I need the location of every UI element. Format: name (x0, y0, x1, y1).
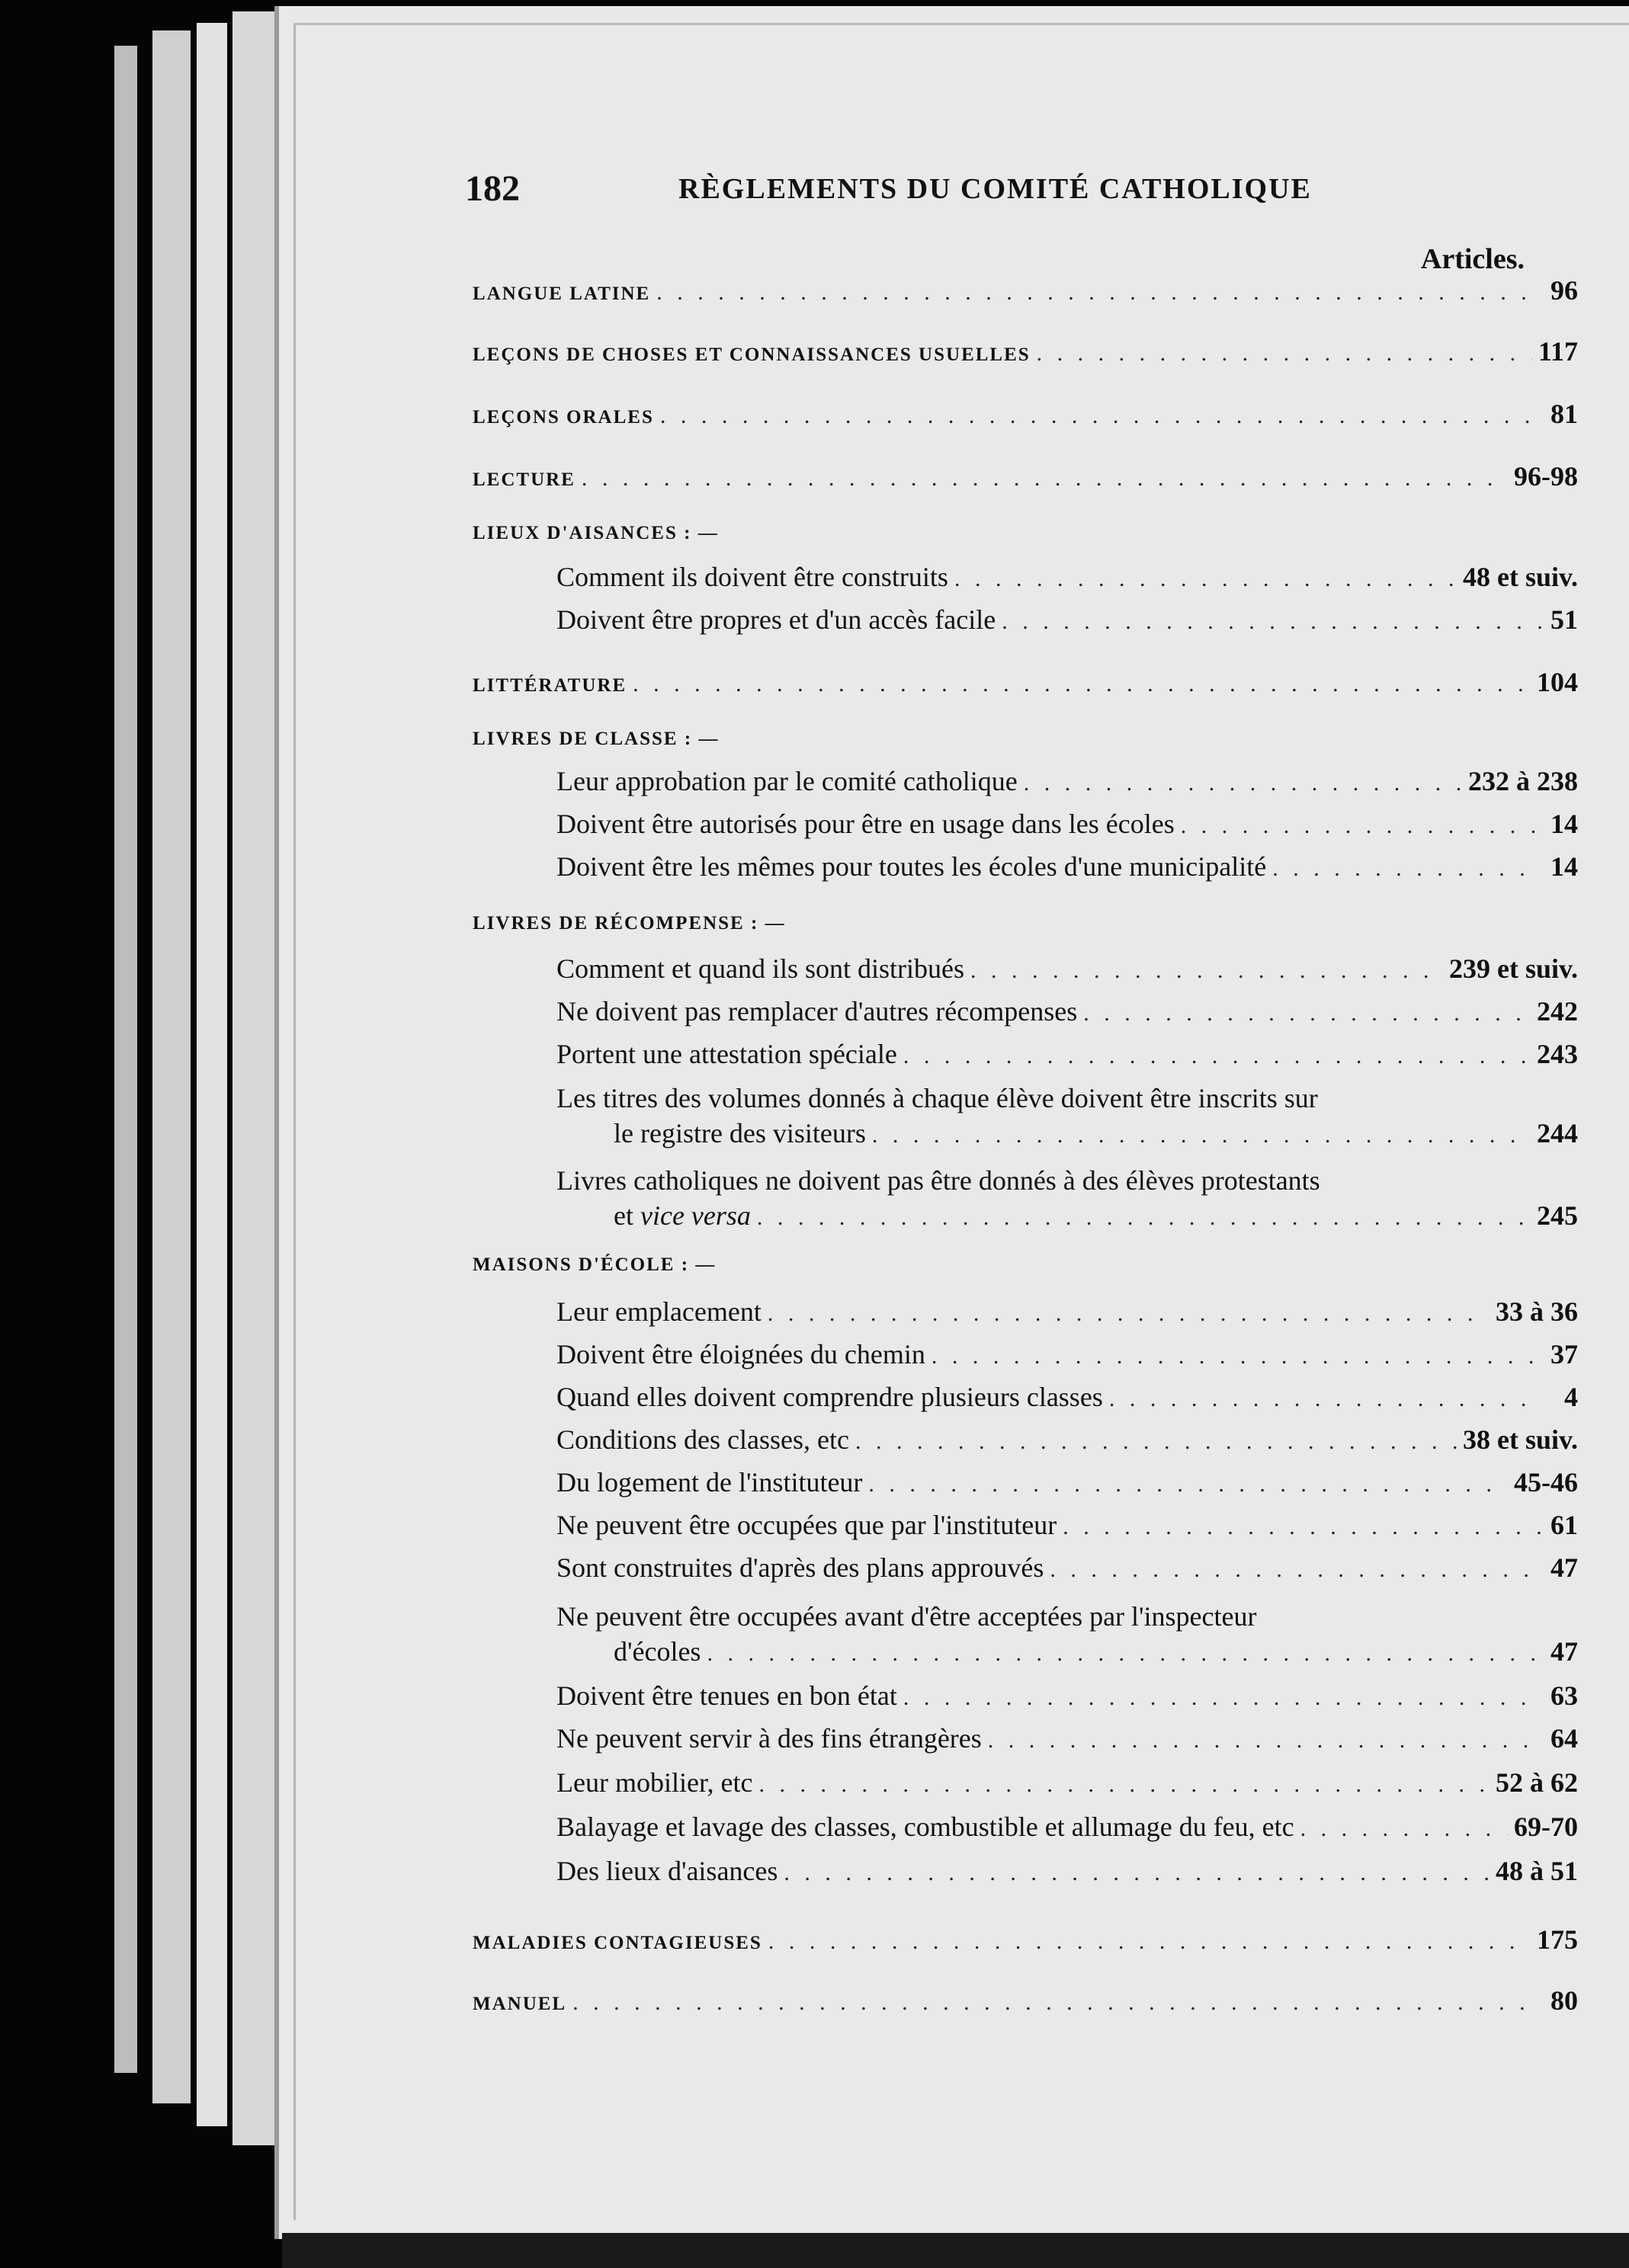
dot-leader (784, 1860, 1490, 1886)
index-subentry (556, 1509, 1578, 1547)
entry-reference: 104 (1537, 667, 1578, 697)
index-subentry (556, 1811, 1578, 1849)
index-subentry (556, 765, 1578, 803)
dot-leader (768, 1301, 1490, 1327)
index-subentry (556, 561, 1578, 599)
index-subentry (556, 1381, 1578, 1419)
index-subentry (556, 604, 1578, 642)
entry-reference: 239 et suiv. (1448, 953, 1578, 984)
entry-reference: 81 (1550, 399, 1578, 429)
dot-leader (932, 1344, 1541, 1369)
dot-leader (1063, 1514, 1541, 1540)
entry-reference: 96-98 (1514, 461, 1578, 492)
entry-label: Du logement de l'instituteur (556, 1467, 863, 1498)
entry-reference: 33 à 36 (1496, 1296, 1578, 1327)
index-section-heading (473, 523, 1578, 561)
entry-label: Quand elles doivent comprendre plusieurs classes (556, 1382, 1103, 1412)
dot-leader (868, 1472, 1508, 1498)
page-edge (114, 46, 137, 2073)
entry-reference: 52 à 62 (1496, 1767, 1578, 1798)
entry-label: Ne peuvent être occupées avant d'être acceptées par l'inspecteur (556, 1601, 1257, 1632)
entry-reference: 47 (1550, 1636, 1578, 1667)
index-subentry (556, 995, 1578, 1033)
entry-reference: 117 (1538, 336, 1578, 367)
index-subentry (556, 1466, 1578, 1504)
entry-label: Leur emplacement (556, 1296, 762, 1327)
entry-label: LANGUE LATINE (473, 284, 651, 304)
entry-label: LITTÉRATURE (473, 675, 627, 696)
entry-reference: 48 et suiv. (1462, 562, 1578, 592)
dot-leader (1002, 609, 1541, 635)
entry-reference: 51 (1550, 604, 1578, 635)
dot-leader (758, 1772, 1490, 1798)
entry-reference: 245 (1537, 1200, 1578, 1231)
dot-leader (656, 280, 1541, 306)
dot-leader (707, 1641, 1541, 1667)
index-subentry (556, 1164, 1578, 1203)
dot-leader (1181, 813, 1541, 839)
dot-leader (572, 1990, 1541, 2016)
entry-label: LIVRES DE RÉCOMPENSE : — (473, 913, 786, 934)
index-subentry-continuation (614, 1200, 1578, 1238)
page-edge (232, 11, 278, 2145)
index-subentry-continuation (614, 1635, 1578, 1674)
entry-reference: 242 (1537, 996, 1578, 1027)
column-heading: Articles. (1420, 243, 1525, 275)
entry-reference: 232 à 238 (1468, 766, 1578, 796)
entry-reference: 63 (1550, 1680, 1578, 1711)
entry-reference: 4 (1564, 1382, 1578, 1412)
entry-reference: 243 (1537, 1039, 1578, 1069)
dot-leader (872, 1123, 1531, 1148)
index-subentry (556, 1338, 1578, 1376)
dot-leader (855, 1429, 1457, 1455)
index-subentry (556, 1424, 1578, 1462)
entry-label-continued (614, 1200, 751, 1232)
index-section-heading (473, 1254, 1578, 1293)
index-subentry-continuation (614, 1117, 1578, 1155)
index-section-heading (473, 913, 1578, 951)
index-subentry (556, 1552, 1578, 1590)
entry-reference: 61 (1550, 1510, 1578, 1540)
index-subentry (556, 1855, 1578, 1893)
entry-label: Les titres des volumes donnés à chaque élève doivent être inscrits sur (556, 1083, 1318, 1113)
index-subentry (556, 953, 1578, 991)
index-subentry (556, 1038, 1578, 1076)
index-subentry (556, 850, 1578, 889)
dot-leader (1050, 1557, 1541, 1583)
entry-label: LECTURE (473, 469, 576, 490)
index-section-heading (473, 729, 1578, 767)
dot-leader (1083, 1001, 1531, 1027)
entry-label: Ne doivent pas remplacer d'autres récompenses (556, 996, 1078, 1027)
entry-label: Leur mobilier, etc (556, 1767, 753, 1798)
index-subentry (556, 1680, 1578, 1718)
entry-label: LEÇONS DE CHOSES ET CONNAISSANCES USUELLES (473, 344, 1031, 365)
entry-reference: 38 et suiv. (1462, 1424, 1578, 1455)
dot-leader (660, 403, 1541, 429)
index-subentry (556, 1600, 1578, 1639)
dot-leader (757, 1205, 1531, 1231)
dot-leader (903, 1685, 1541, 1711)
dot-leader (970, 958, 1443, 984)
page-edge (197, 23, 227, 2126)
entry-label: Balayage et lavage des classes, combustible et allumage du feu, etc (556, 1812, 1294, 1842)
page-bottom-shadow (282, 2233, 1629, 2268)
dot-leader (1024, 770, 1462, 796)
index-entry (473, 274, 1578, 312)
entry-reference: 48 à 51 (1496, 1856, 1578, 1886)
entry-label: MANUEL (473, 1994, 567, 2014)
dot-leader (954, 566, 1457, 592)
entry-reference: 175 (1537, 1924, 1578, 1955)
entry-label: Doivent être tenues en bon état (556, 1680, 897, 1711)
entry-reference: 64 (1550, 1723, 1578, 1754)
index-entry (473, 666, 1578, 704)
index-subentry (556, 1082, 1578, 1120)
entry-label: LIEUX D'AISANCES : — (473, 523, 719, 544)
entry-label-continued: d'écoles (614, 1636, 701, 1667)
entry-reference: 47 (1550, 1552, 1578, 1583)
entry-label: Doivent être éloignées du chemin (556, 1339, 925, 1369)
index-subentry (556, 1296, 1578, 1334)
entry-label: Des lieux d'aisances (556, 1856, 778, 1886)
entry-reference: 45-46 (1514, 1467, 1578, 1498)
entry-label: Comment ils doivent être construits (556, 562, 948, 592)
entry-label: Portent une attestation spéciale (556, 1039, 897, 1069)
entry-reference: 80 (1550, 1985, 1578, 2016)
entry-reference: 69-70 (1514, 1812, 1578, 1842)
index-entry (473, 398, 1578, 436)
entry-label: Ne peuvent être occupées que par l'instituteur (556, 1510, 1057, 1540)
entry-label: Doivent être propres et d'un accès facile (556, 604, 996, 635)
index-entry (473, 1984, 1578, 2023)
dot-leader (1109, 1386, 1541, 1412)
index-subentry (556, 1767, 1578, 1805)
entry-label: MALADIES CONTAGIEUSES (473, 1933, 762, 1953)
dot-leader (988, 1728, 1541, 1754)
entry-reference: 37 (1550, 1339, 1578, 1369)
page-edge (152, 30, 191, 2103)
dot-leader (633, 671, 1531, 697)
entry-label: Livres catholiques ne doivent pas être donnés à des élèves protestants (556, 1165, 1320, 1196)
dot-leader (903, 1043, 1531, 1069)
entry-label: LEÇONS ORALES (473, 407, 654, 428)
entry-label: MAISONS D'ÉCOLE : — (473, 1254, 716, 1276)
entry-reference: 96 (1550, 275, 1578, 306)
running-title: RÈGLEMENTS DU COMITÉ CATHOLIQUE (678, 173, 1312, 205)
entry-label: Conditions des classes, etc (556, 1424, 849, 1455)
entry-label: Ne peuvent servir à des fins étrangères (556, 1723, 982, 1754)
entry-label: LIVRES DE CLASSE : — (473, 729, 719, 750)
entry-label-prefix: et (614, 1200, 633, 1231)
index-entry (473, 460, 1578, 498)
dot-leader (582, 466, 1508, 492)
dot-leader (768, 1929, 1531, 1955)
index-entry (473, 1924, 1578, 1962)
page-header (465, 168, 1578, 213)
entry-label: Comment et quand ils sont distribués (556, 953, 964, 984)
entry-label: Leur approbation par le comité catholique (556, 766, 1018, 796)
dot-leader (1300, 1816, 1508, 1842)
entry-reference: 244 (1537, 1118, 1578, 1148)
dot-leader (1272, 856, 1541, 882)
page-number: 182 (465, 168, 520, 209)
entry-label: Doivent être les mêmes pour toutes les écoles d'une municipalité (556, 851, 1267, 882)
entry-reference: 14 (1550, 851, 1578, 882)
entry-label: Sont construites d'après des plans approuvés (556, 1552, 1044, 1583)
entry-label-continued: le registre des visiteurs (614, 1118, 866, 1148)
dot-leader (1037, 341, 1532, 367)
entry-reference: 14 (1550, 809, 1578, 839)
index-subentry (556, 808, 1578, 846)
index-subentry (556, 1722, 1578, 1760)
entry-label: Doivent être autorisés pour être en usage dans les écoles (556, 809, 1175, 839)
entry-label-italic: vice versa (640, 1200, 751, 1231)
index-entry (473, 335, 1578, 373)
